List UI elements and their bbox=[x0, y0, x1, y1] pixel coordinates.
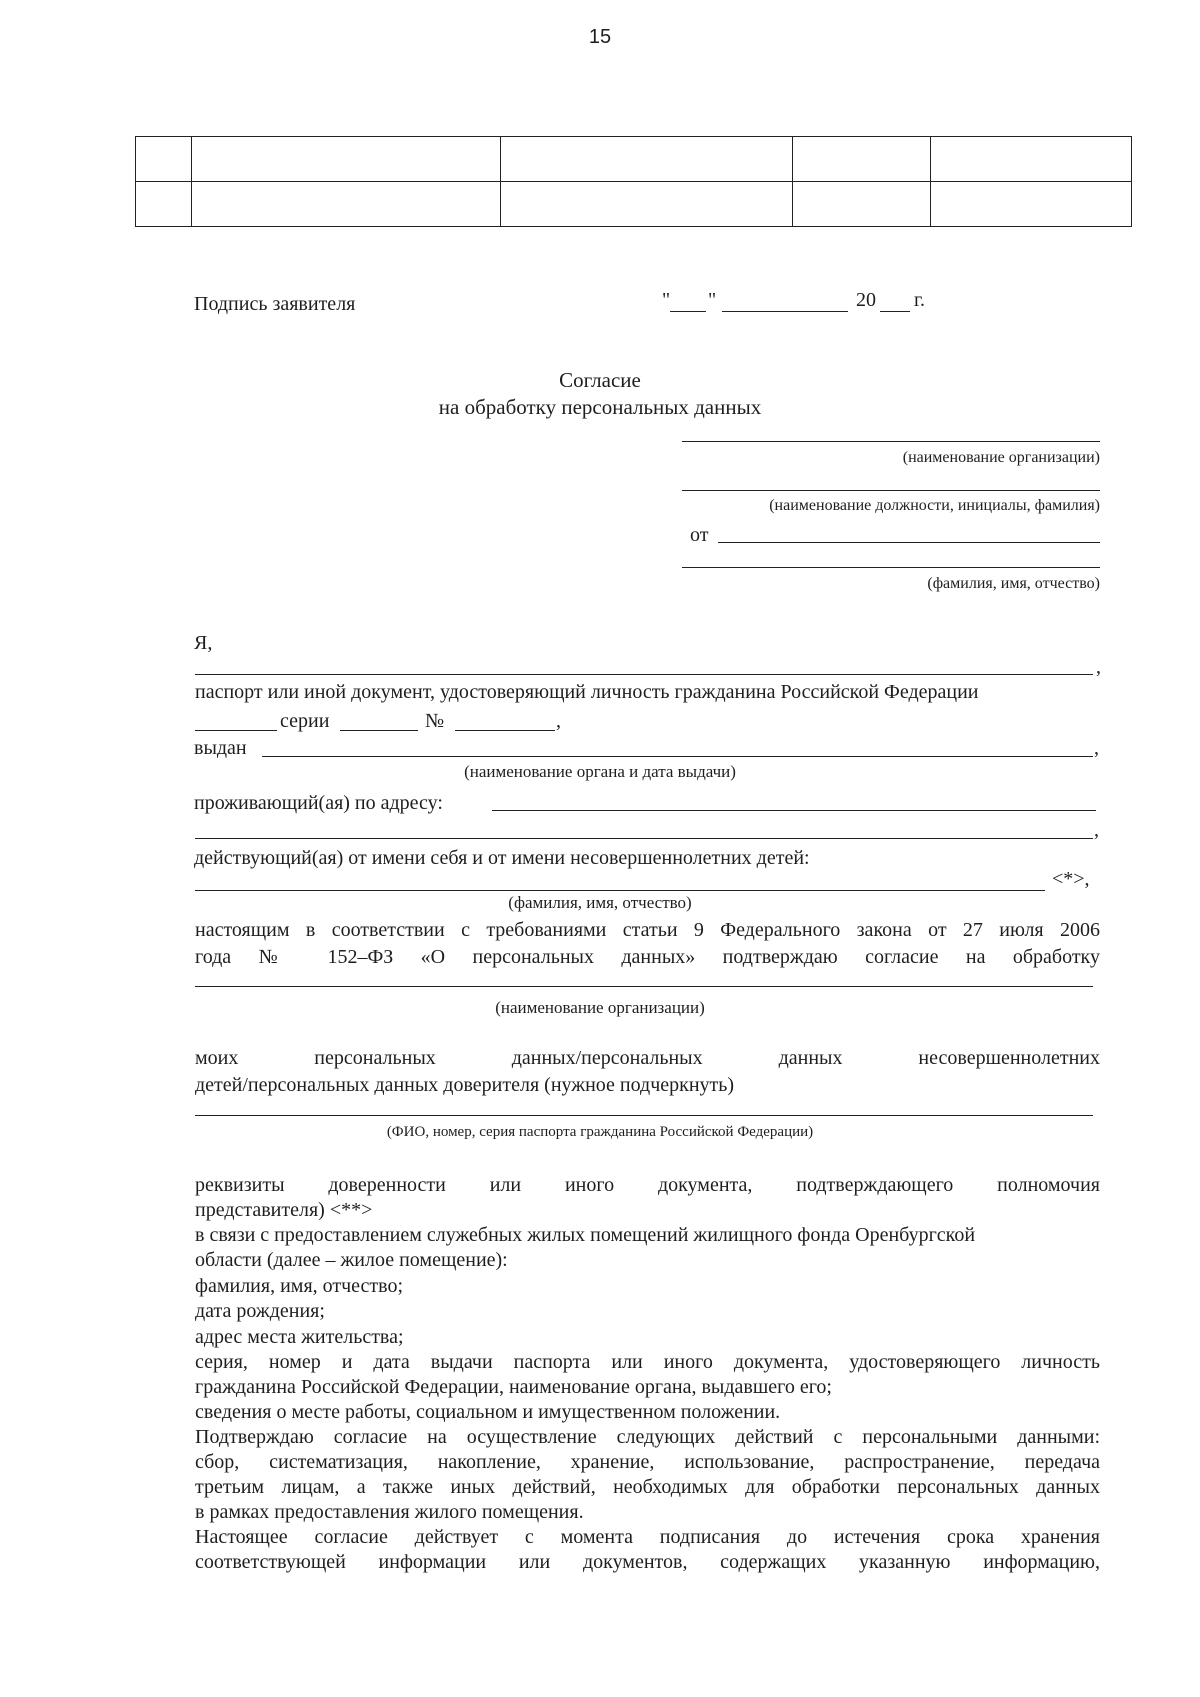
issued-label: выдан bbox=[194, 737, 247, 759]
issued-line[interactable] bbox=[262, 756, 1093, 757]
org-name-line-2[interactable] bbox=[195, 986, 1093, 987]
proxy-line-1: реквизиты доверенности или иного документа, подтверждающего полномочия bbox=[195, 1174, 1100, 1196]
connection-line-2: области (далее – жилое помещение): bbox=[195, 1249, 508, 1271]
acting-label: действующий(ая) от имени себя и от имени несовершеннолетних детей: bbox=[194, 847, 810, 869]
ya-label: Я, bbox=[194, 632, 213, 654]
table-cell bbox=[192, 137, 501, 182]
date-month-line[interactable] bbox=[722, 311, 848, 312]
org-name-line[interactable] bbox=[682, 441, 1100, 442]
table-cell bbox=[501, 137, 793, 182]
list-item-birth: дата рождения; bbox=[195, 1300, 325, 1322]
fio-passport-line[interactable] bbox=[195, 1115, 1093, 1116]
fio-passport-caption: (ФИО, номер, серия паспорта гражданина Российской Федерации) bbox=[386, 1124, 814, 1140]
footnote-star: <*>, bbox=[1052, 868, 1090, 890]
table-cell bbox=[793, 137, 931, 182]
issued-caption: (наименование органа и дата выдачи) bbox=[464, 762, 736, 781]
address-line-2[interactable] bbox=[195, 838, 1093, 839]
table-cell bbox=[136, 182, 192, 227]
table-cell bbox=[931, 182, 1132, 227]
children-caption: (фамилия, имя, отчество) bbox=[508, 893, 692, 912]
law-line-2: года № 152–ФЗ «О персональных данных» подтверждаю согласие на обработку bbox=[195, 946, 1100, 968]
document-subtitle: на обработку персональных данных bbox=[438, 395, 762, 419]
address-line[interactable] bbox=[492, 810, 1096, 811]
list-item-fio: фамилия, имя, отчество; bbox=[195, 1275, 404, 1297]
top-table bbox=[135, 136, 1132, 227]
date-year-suffix: г. bbox=[914, 289, 925, 311]
applicant-comma: , bbox=[1096, 656, 1101, 678]
document-title: Согласие bbox=[559, 368, 641, 392]
from-line-2[interactable] bbox=[682, 567, 1100, 568]
from-line[interactable] bbox=[718, 542, 1100, 543]
signature-label: Подпись заявителя bbox=[194, 293, 356, 315]
series-label: серии bbox=[280, 710, 330, 732]
date-year-line[interactable] bbox=[880, 311, 910, 312]
address-label: проживающий(ая) по адресу: bbox=[194, 792, 443, 814]
list-item-passport-1: серия, номер и дата выдачи паспорта или иного документа, удостоверяющего личность bbox=[195, 1351, 1100, 1373]
position-line[interactable] bbox=[682, 490, 1100, 491]
table-cell bbox=[501, 182, 793, 227]
my-data-line-2: детей/персональных данных доверителя (нужное подчеркнуть) bbox=[195, 1074, 735, 1096]
from-label: от bbox=[690, 524, 709, 546]
date-open-quote: " bbox=[662, 289, 671, 311]
applicant-name-line[interactable] bbox=[195, 674, 1093, 675]
org-caption-2: (наименование организации) bbox=[495, 998, 705, 1017]
position-caption: (наименование должности, инициалы, фамилия) bbox=[769, 497, 1100, 514]
number-label: № bbox=[425, 710, 445, 732]
org-name-caption: (наименование организации) bbox=[902, 449, 1100, 466]
actions-line-3: третьим лицам, а также иных действий, необходимых для обработки персональных данных bbox=[195, 1476, 1100, 1498]
fio-caption: (фамилия, имя, отчество) bbox=[927, 575, 1100, 592]
actions-line-1: Подтверждаю согласие на осуществление следующих действий с персональными данными: bbox=[195, 1426, 1100, 1448]
date-day-line[interactable] bbox=[670, 311, 706, 312]
actions-line-2: сбор, систематизация, накопление, хранение, использование, распространение, передача bbox=[195, 1451, 1100, 1473]
passport-line: паспорт или иной документ, удостоверяющий личность гражданина Российской Федерации bbox=[195, 681, 979, 703]
number-comma: , bbox=[556, 710, 561, 732]
law-line-1: настоящим в соответствии с требованиями статьи 9 Федерального закона от 27 июля 2006 bbox=[195, 919, 1100, 941]
number-value-line[interactable] bbox=[455, 730, 555, 731]
table-cell bbox=[931, 137, 1132, 182]
validity-line-1: Настоящее согласие действует с момента подписания до истечения срока хранения bbox=[195, 1526, 1100, 1548]
address-comma: , bbox=[1094, 819, 1099, 841]
my-data-line-1: моих персональных данных/персональных данных несовершеннолетних bbox=[195, 1047, 1100, 1069]
table-cell bbox=[136, 137, 192, 182]
series-prefix-line[interactable] bbox=[195, 730, 277, 731]
children-line[interactable] bbox=[195, 890, 1045, 891]
table-cell bbox=[793, 182, 931, 227]
page-number: 15 bbox=[588, 26, 612, 48]
list-item-passport-2: гражданина Российской Федерации, наименование органа, выдавшего его; bbox=[195, 1376, 832, 1398]
table-row bbox=[136, 182, 1132, 227]
date-year-prefix: 20 bbox=[856, 289, 876, 311]
table-cell bbox=[192, 182, 501, 227]
issued-comma: , bbox=[1094, 737, 1099, 759]
validity-line-2: соответствующей информации или документов, содержащих указанную информацию, bbox=[195, 1551, 1100, 1573]
table-row bbox=[136, 137, 1132, 182]
series-value-line[interactable] bbox=[340, 730, 418, 731]
list-item-work: сведения о месте работы, социальном и имущественном положении. bbox=[195, 1401, 781, 1423]
list-item-address: адрес места жительства; bbox=[195, 1326, 404, 1348]
actions-line-4: в рамках предоставления жилого помещения. bbox=[195, 1501, 584, 1523]
proxy-line-2: представителя) <**> bbox=[195, 1199, 373, 1221]
connection-line-1: в связи с предоставлением служебных жилых помещений жилищного фонда Оренбургской bbox=[195, 1224, 976, 1246]
date-close-quote: " bbox=[708, 289, 717, 311]
